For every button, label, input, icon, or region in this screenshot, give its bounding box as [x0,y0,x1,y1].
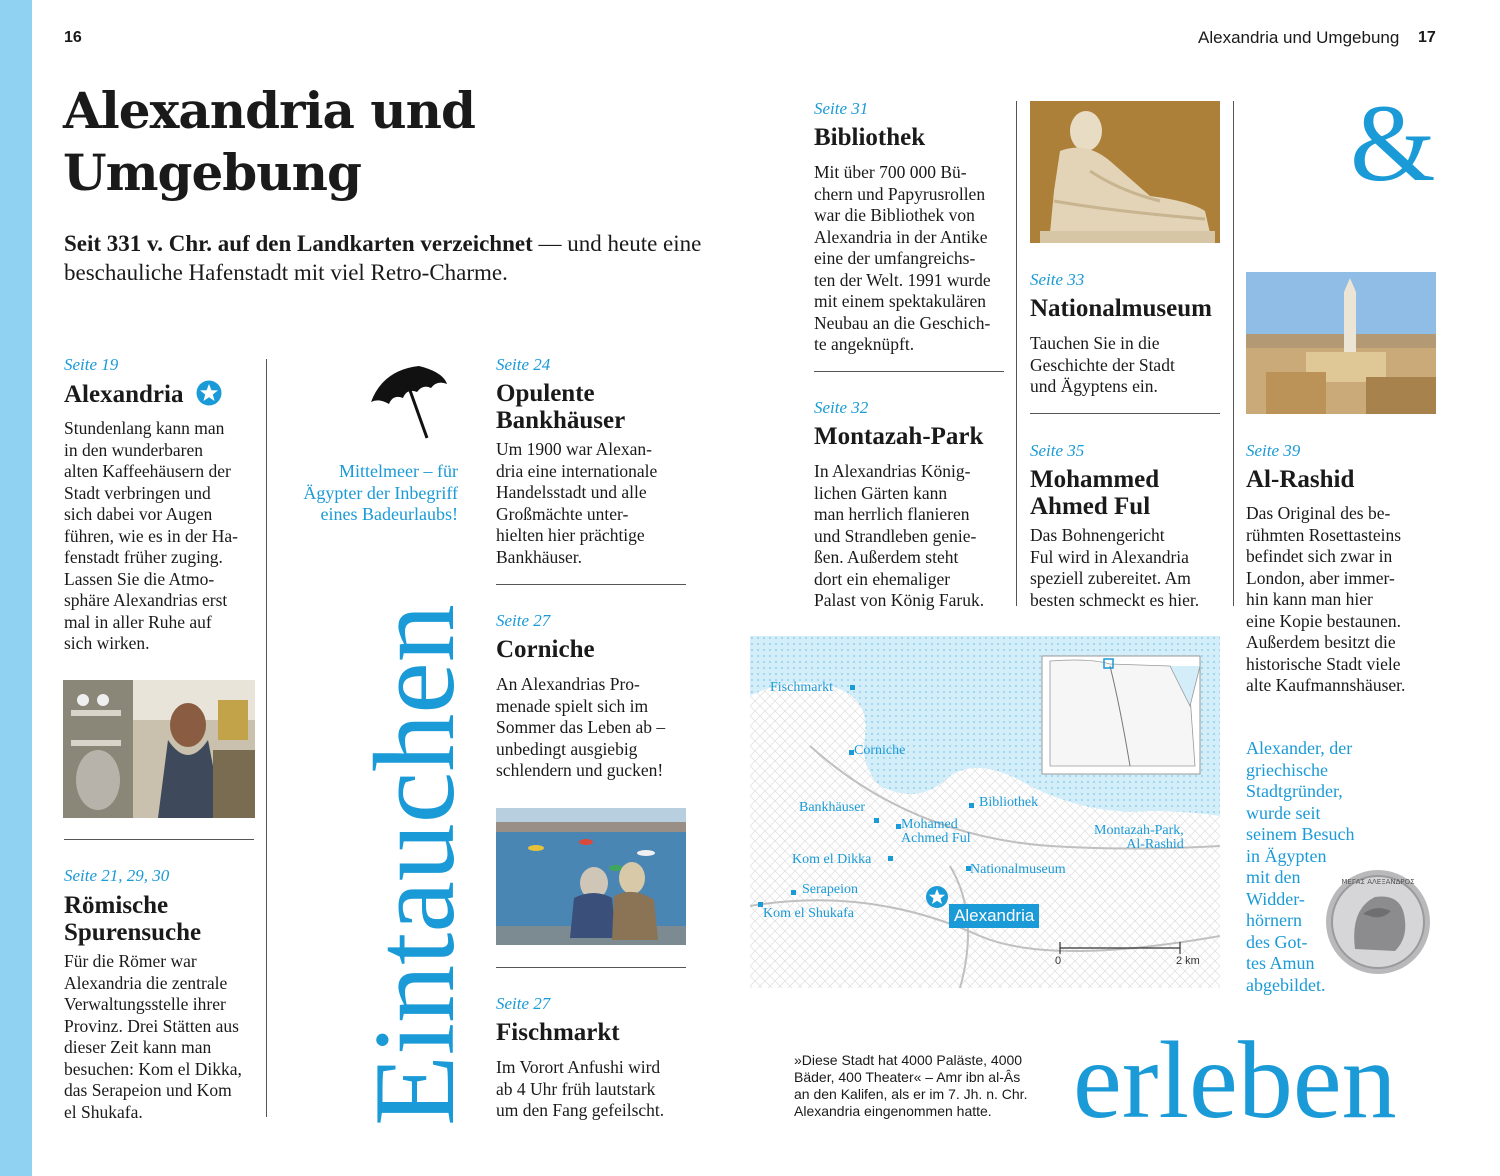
bibliothek-page-ref: Seite 31 [814,99,869,118]
column-rule [1016,101,1017,606]
alexandria-title: Alexandria [64,381,184,408]
rashid-page-ref: Seite 39 [1246,441,1301,460]
map-scale-start: 0 [1055,955,1062,967]
map-label-corniche: Corniche [854,743,906,758]
montazah-page-ref: Seite 32 [814,398,869,417]
ful-text: Das Bohnengericht Ful wird in Alexandria speziell zubereitet. Am besten schmeckt es hier. [1030,525,1200,610]
bibliothek-text: Mit über 700 000 Bü- chern und Papyrusrollen war die Bibliothek von Alexandria in der Antike eine der umfangreichs- ten der Welt. 1991 wurde mit einem spektakulären Neubau an die Geschich- te angeknüpft. [814,162,991,354]
quote-text: »Diese Stadt hat 4000 Paläste, 4000 Bäder, 400 Theater« – Amr ibn al-Âs an den Kalifen, als er im 7. Jh. n. Chr. Alexandria eingenommen hatte. [794,1052,1028,1119]
rashid-text: Das Original des be- rühmten Rosettasteins befindet sich zwar in London, aber immer- hin kann man hier eine Kopie bestaunen. Außerdem besitzt die historische Stadt viele alte Kaufmannshäuser. [1246,503,1406,695]
left-page-number: 16 [64,29,82,46]
map-label-fischmarkt: Fischmarkt [770,680,833,695]
divider [814,371,1004,372]
right-page-number: 17 [1418,29,1436,46]
corniche-text: An Alexandrias Pro- menade spielt sich im Sommer das Leben ab – unbedingt ausgiebig schlendern und gucken! [496,674,666,780]
map-label-montazah: Montazah-Park, Al-Rashid [1094,823,1184,852]
page-edge-strip [0,0,32,1176]
divider [1030,413,1220,414]
map-label-bankhaeuser: Bankhäuser [799,800,866,815]
roman-text: Für die Römer war Alexandria die zentrale Verwaltungsstelle ihrer Provinz. Drei Stätten aus dieser Zeit kann man besuchen: Kom el Dikka, das Serapeion und Kom el Shukafa. [64,951,242,1122]
page-title [63,80,475,204]
map-label-serapeion: Serapeion [802,882,858,897]
map-scale-end: 2 km [1176,955,1200,967]
fischmarkt-title: Fischmarkt [496,1019,620,1046]
fischmarkt-text: Im Vorort Anfushi wird ab 4 Uhr früh lautstark um den Fang gefeilscht. [496,1057,665,1120]
alexandria-heading [64,380,222,408]
ampersand: & [1350,82,1436,204]
intro-rest: — und heute eine beschauliche Hafenstadt mit viel Retro-Charme. [64,231,702,285]
bibliothek-title: Bibliothek [814,124,926,151]
ful-title: Mohammed Ahmed Ful [1030,466,1160,520]
corniche-title: Corniche [496,636,595,663]
nationalmuseum-title: Nationalmuseum [1030,295,1212,322]
montazah-text: In Alexandrias König- lichen Gärten kann man herrlich flanieren und Strandleben genie- ßen. Außerdem steht dort ein ehemaliger Palast von König Faruk. [814,461,985,610]
page-title-line2: Umgebung [63,143,361,202]
alexander-caption: Alexander, der griechische Stadtgründer, wurde seit seinem Besuch in Ägypten mit den Widder- hörnern des Got- tes Amun abgebildet. [1246,738,1355,995]
cafe-photo [63,680,255,818]
nationalmuseum-text: Tauchen Sie in die Geschichte der Stadt und Ägyptens ein. [1030,333,1175,396]
roman-title: Römische Spurensuche [64,892,202,946]
alexandria-text: Stundenlang kann man in den wunderbaren alten Kaffeehäusern der Stadt verbringen und sich dabei vor Augen führen, wie es in der Ha- fenstadt früher zuging. Lassen Sie die Atmo- sphäre Alexandrias erst mal in aller Ruhe auf sich wirken. [64,418,238,653]
corniche-page-ref: Seite 27 [496,611,551,630]
column-rule [1233,101,1234,606]
star-icon [196,380,222,406]
statue-photo [1030,101,1220,243]
map-label-mohamed: Mohamed Achmed Ful [901,817,971,846]
divider [496,967,686,968]
nationalmuseum-page-ref: Seite 33 [1030,270,1085,289]
map-label-nationalmuseum: Nationalmuseum [970,862,1066,877]
bank-title: Opulente Bankhäuser [496,380,626,434]
ful-page-ref: Seite 35 [1030,441,1085,460]
corniche-photo [496,808,686,945]
divider [496,584,686,585]
fischmarkt-page-ref: Seite 27 [496,994,551,1013]
coin-inscription: ΜΕΓΑΣ ΑΛΕΞΑΝΔΡΟΣ [1341,878,1415,886]
city-map [750,636,1220,988]
intro-text [64,229,704,287]
map-label-bibliothek: Bibliothek [979,795,1039,810]
page-title-line1: Alexandria und [63,81,475,140]
erleben-word: erleben [1073,1019,1397,1141]
rashid-title: Al-Rashid [1246,466,1355,493]
divider [64,839,254,840]
umbrella-caption: Mittelmeer – für Ägypter der Inbegriff eines Badeurlaubs! [303,461,458,524]
umbrella-icon [363,362,449,442]
bank-page-ref: Seite 24 [496,355,551,374]
intro-bold: Seit 331 v. Chr. auf den Landkarten verzeichnet [64,231,533,256]
roman-page-ref: Seite 21, 29, 30 [64,866,170,885]
eintauchen-word: Eintauchen [351,604,479,1126]
alexandria-page-ref: Seite 19 [64,355,119,374]
bank-text: Um 1900 war Alexan- dria eine internationale Handelsstadt und alle Großmächte unter- hielten hier prächtige Bankhäuser. [496,439,658,567]
map-label-komeldikka: Kom el Dikka [792,852,872,867]
rashid-photo [1246,272,1436,414]
montazah-title: Montazah-Park [814,423,984,450]
column-rule [266,359,267,1117]
map-label-komelshukafa: Kom el Shukafa [763,906,854,921]
running-title: Alexandria und Umgebung [1198,28,1400,47]
coin-image [1325,869,1431,975]
map-label-alexandria: Alexandria [949,904,1039,928]
